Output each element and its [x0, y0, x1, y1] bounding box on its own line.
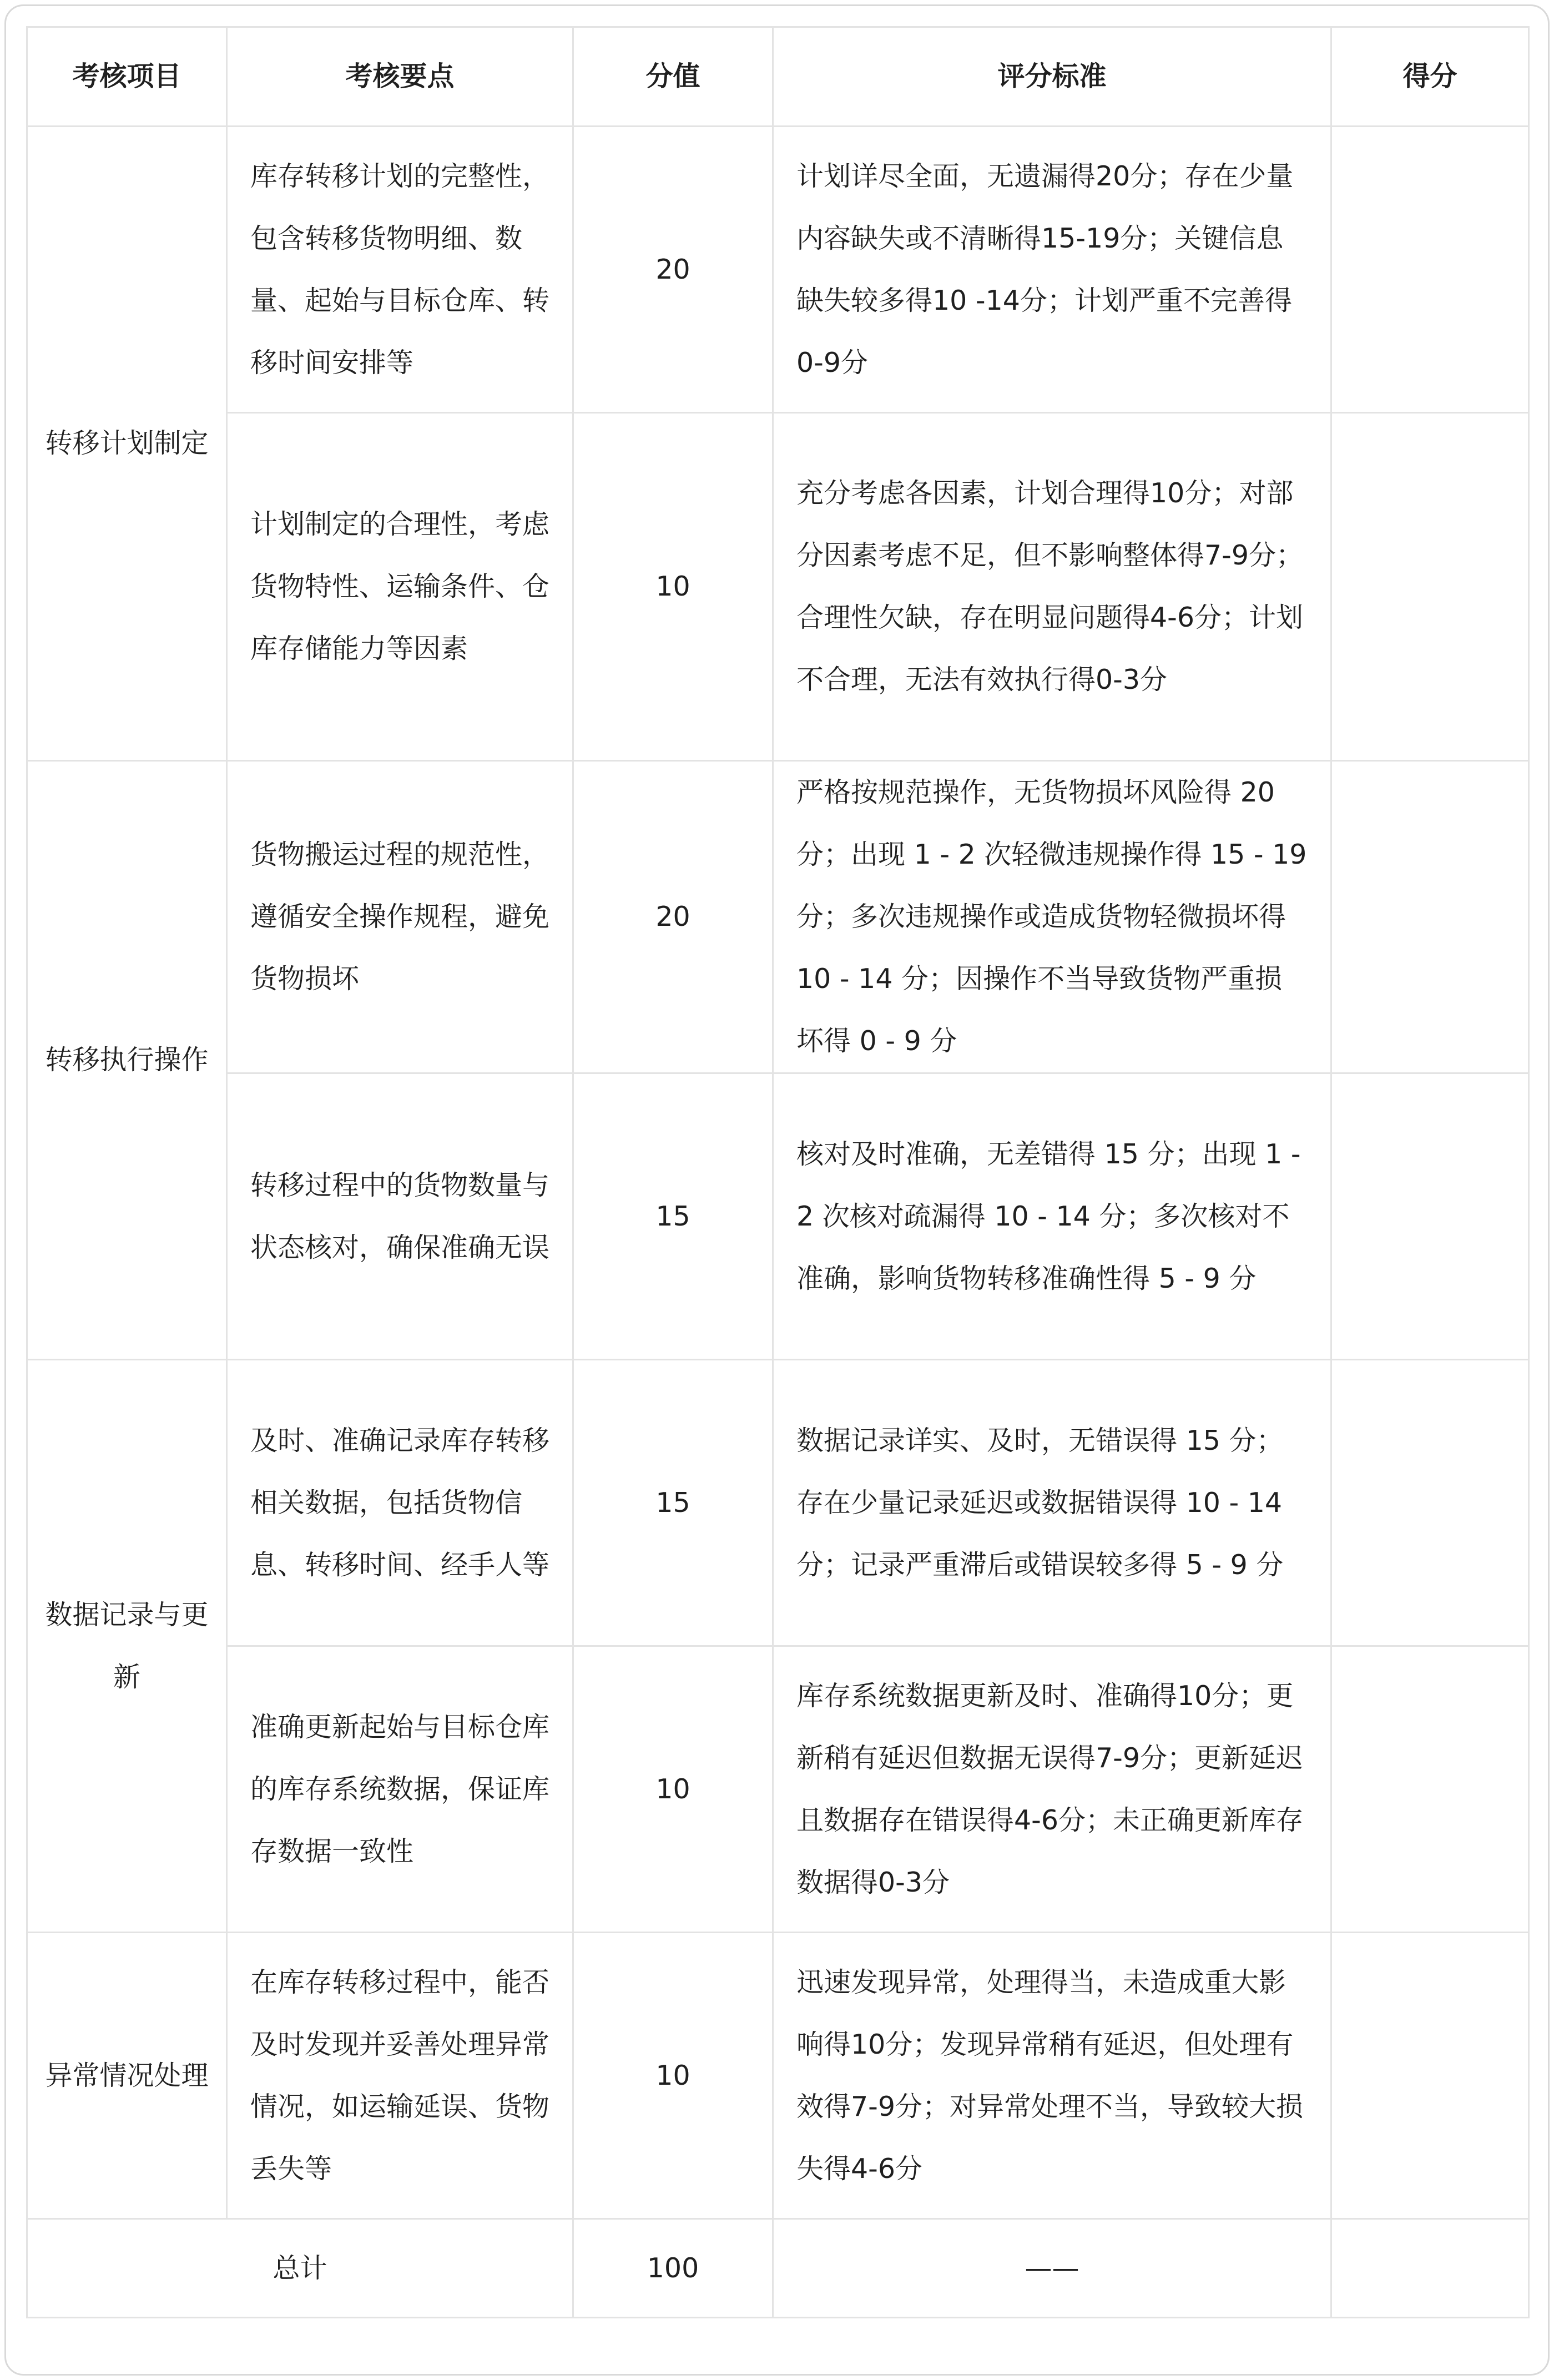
score-cell: 20: [573, 127, 773, 413]
standard-cell: 充分考虑各因素，计划合理得10分；对部分因素考虑不足，但不影响整体得7-9分；合理性欠缺，存在明显问题得4-6分；计划不合理，无法有效执行得0-3分: [773, 413, 1331, 761]
result-cell[interactable]: [1331, 413, 1529, 761]
point-cell: 在库存转移过程中，能否及时发现并妥善处理异常情况，如运输延误、货物丢失等: [227, 1933, 573, 2219]
table-row: [27, 1646, 1529, 1933]
standard-cell: 计划详尽全面，无遗漏得20分；存在少量内容缺失或不清晰得15-19分；关键信息缺失较多得10 -14分；计划严重不完善得0-9分: [773, 127, 1331, 413]
result-cell[interactable]: [1331, 1646, 1529, 1933]
point-cell: 计划制定的合理性，考虑货物特性、运输条件、仓库存储能力等因素: [227, 413, 573, 761]
assessment-table: [26, 26, 1530, 2318]
point-cell: 库存转移计划的完整性，包含转移货物明细、数量、起始与目标仓库、转移时间安排等: [227, 127, 573, 413]
standard-cell: 数据记录详实、及时，无错误得 15 分；存在少量记录延迟或数据错误得 10 - 14 分；记录严重滞后或错误较多得 5 - 9 分: [773, 1360, 1331, 1646]
result-cell[interactable]: [1331, 1360, 1529, 1646]
result-cell[interactable]: [1331, 761, 1529, 1073]
score-cell: 15: [573, 1073, 773, 1360]
standard-cell: 迅速发现异常，处理得当，未造成重大影响得10分；发现异常稍有延迟，但处理有效得7-9分；对异常处理不当，导致较大损失得4-6分: [773, 1933, 1331, 2219]
standard-cell: 严格按规范操作，无货物损坏风险得 20 分；出现 1 - 2 次轻微违规操作得 15 - 19 分；多次违规操作或造成货物轻微损坏得 10 - 14 分；因操作不当导致货物严重损坏得 0 - 9 分: [773, 761, 1331, 1073]
result-cell[interactable]: [1331, 1933, 1529, 2219]
score-cell: 10: [573, 413, 773, 761]
table-row: [27, 1933, 1529, 2219]
total-standard: ——: [773, 2219, 1331, 2318]
score-cell: 15: [573, 1360, 773, 1646]
point-cell: 货物搬运过程的规范性，遵循安全操作规程，避免货物损坏: [227, 761, 573, 1073]
standard-cell: 库存系统数据更新及时、准确得10分；更新稍有延迟但数据无误得7-9分；更新延迟且数据存在错误得4-6分；未正确更新库存数据得0-3分: [773, 1646, 1331, 1933]
standard-cell: 核对及时准确，无差错得 15 分；出现 1 - 2 次核对疏漏得 10 - 14 分；多次核对不准确，影响货物转移准确性得 5 - 9 分: [773, 1073, 1331, 1360]
score-cell: 10: [573, 1933, 773, 2219]
header-result: 得分: [1331, 27, 1529, 127]
item-cell: 数据记录与更新: [27, 1360, 227, 1933]
table-row: [27, 1360, 1529, 1646]
point-cell: 转移过程中的货物数量与状态核对，确保准确无误: [227, 1073, 573, 1360]
table-row: [27, 127, 1529, 413]
result-cell[interactable]: [1331, 1073, 1529, 1360]
header-point: 考核要点: [227, 27, 573, 127]
table-row: [27, 761, 1529, 1073]
header-score: 分值: [573, 27, 773, 127]
item-cell: 转移计划制定: [27, 127, 227, 761]
item-cell: 转移执行操作: [27, 761, 227, 1360]
total-label: 总计: [27, 2219, 573, 2318]
item-cell: 异常情况处理: [27, 1933, 227, 2219]
score-cell: 20: [573, 761, 773, 1073]
total-result[interactable]: [1331, 2219, 1529, 2318]
point-cell: 及时、准确记录库存转移相关数据，包括货物信息、转移时间、经手人等: [227, 1360, 573, 1646]
table-row: [27, 1073, 1529, 1360]
score-cell: 10: [573, 1646, 773, 1933]
table-row: [27, 413, 1529, 761]
result-cell[interactable]: [1331, 127, 1529, 413]
header-standard: 评分标准: [773, 27, 1331, 127]
total-score: 100: [573, 2219, 773, 2318]
point-cell: 准确更新起始与目标仓库的库存系统数据，保证库存数据一致性: [227, 1646, 573, 1933]
header-item: 考核项目: [27, 27, 227, 127]
total-row: [27, 2219, 1529, 2318]
table-header-row: [27, 27, 1529, 127]
